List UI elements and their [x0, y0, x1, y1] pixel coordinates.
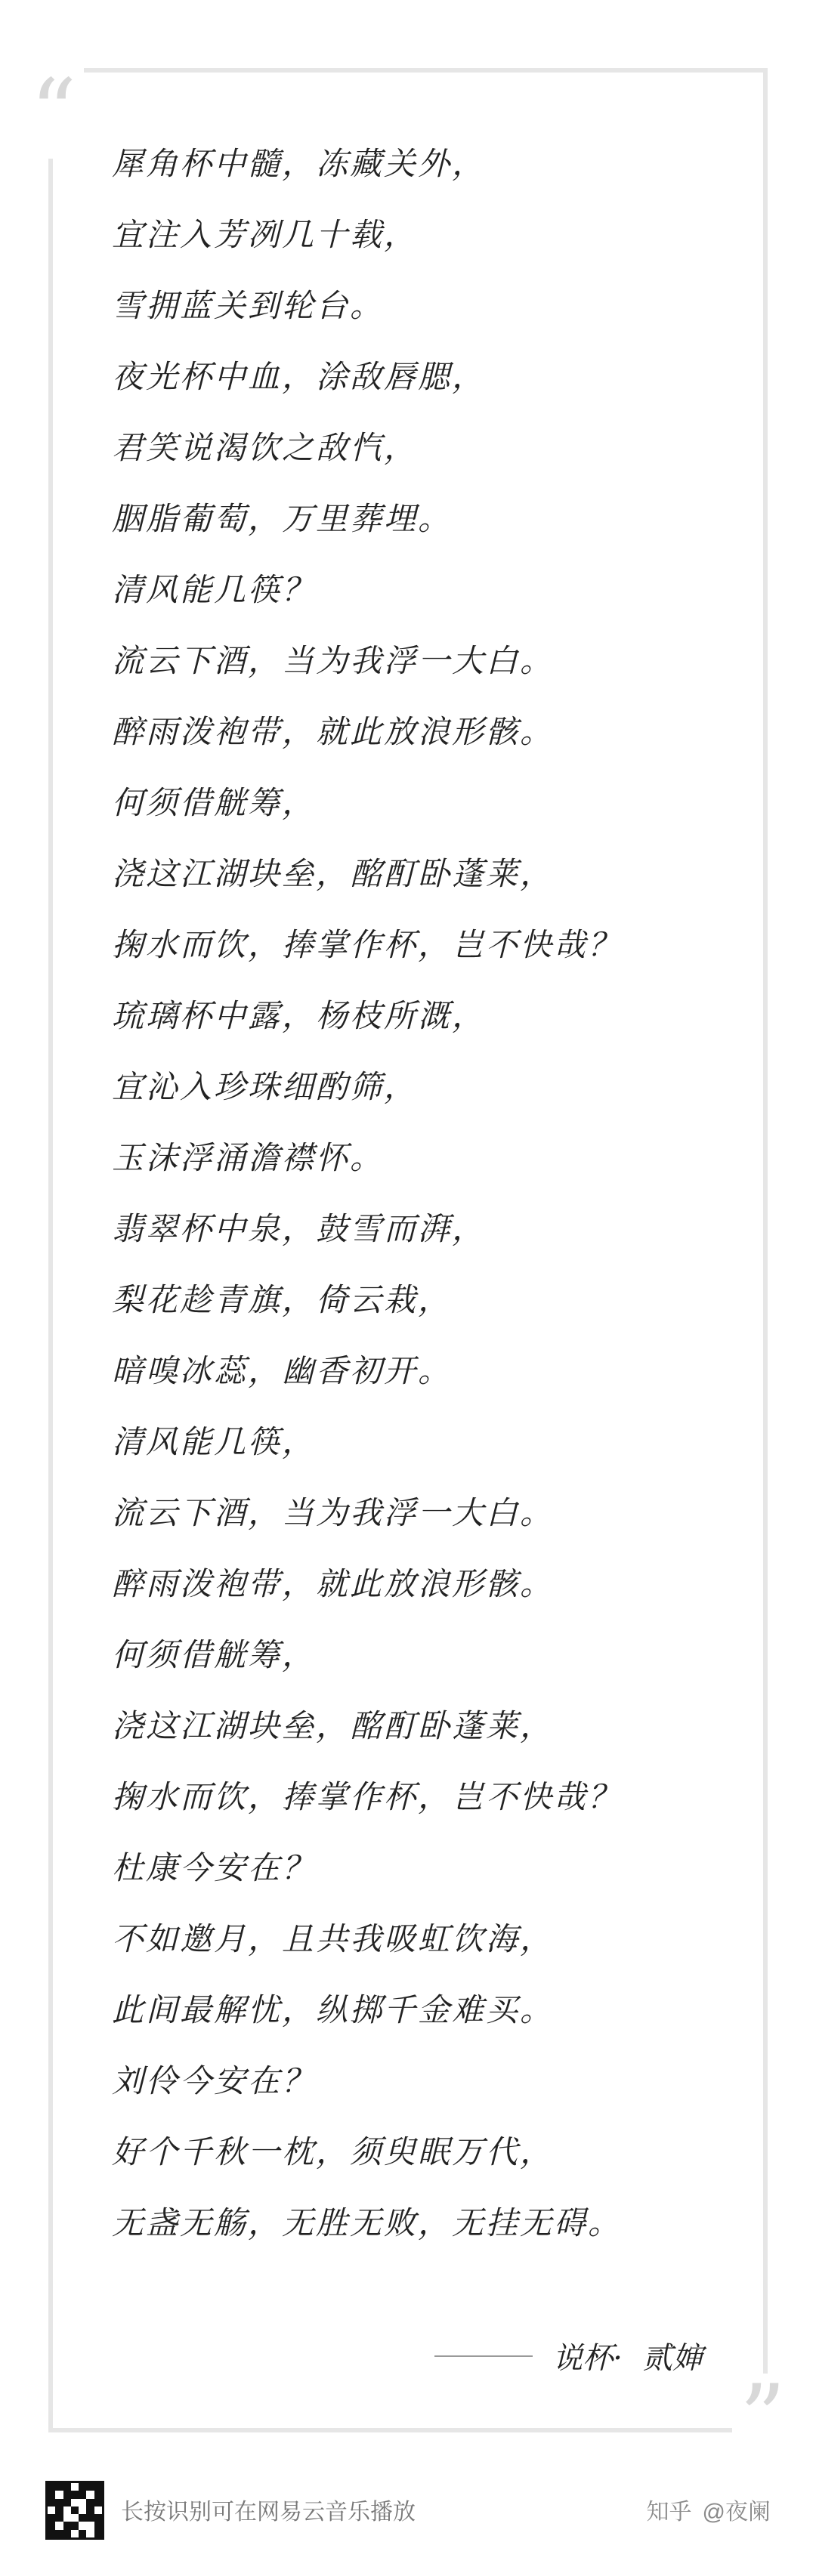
- poem-line: 宜沁入珍珠细酌筛，: [112, 1068, 419, 1105]
- netease-play-hint: 长按识别可在网易云音乐播放: [121, 2500, 416, 2525]
- signature-dash: [434, 2355, 533, 2357]
- poem-line: 琉璃杯中露，杨枝所溉，: [112, 997, 487, 1034]
- poem-line: 流云下酒，当为我浮一大白。: [112, 642, 555, 679]
- poem-line: 清风能几筷？: [112, 571, 317, 608]
- qr-code-icon[interactable]: [45, 2481, 104, 2540]
- poem-line: 雪拥蓝关到轮台。: [112, 287, 385, 324]
- signature-title: 说杯·: [552, 2341, 623, 2376]
- poem-line: 夜光杯中血，涂敌唇腮，: [112, 358, 487, 395]
- poem-line: 翡翠杯中泉，鼓雪而湃，: [112, 1210, 487, 1247]
- poem-line: 刘伶今安在？: [112, 2062, 317, 2099]
- watermark-site: 知乎: [646, 2500, 692, 2525]
- poem-line: 玉沫浮涌澹襟怀。: [112, 1139, 385, 1176]
- poem-line: 何须借觥筹，: [112, 784, 317, 821]
- poem-line: 浇这江湖块垒，酩酊卧蓬莱，: [112, 1707, 555, 1744]
- footer: [0, 2470, 816, 2576]
- poem-line: 醉雨泼袍带，就此放浪形骸。: [112, 1565, 555, 1602]
- poem-line: 君笑说渴饮之敌忾，: [112, 429, 419, 466]
- poem-line: 梨花趁青旗，倚云栽，: [112, 1281, 453, 1318]
- poem-line: 何须借觥筹，: [112, 1636, 317, 1673]
- poem-line: 胭脂葡萄，万里葬埋。: [112, 500, 453, 537]
- poem-line: 不如邀月，且共我吸虹饮海，: [112, 1920, 555, 1957]
- signature-author: 贰婶: [642, 2341, 703, 2376]
- signature: [434, 2334, 703, 2377]
- poem-line: 犀角杯中髓，冻藏关外，: [112, 145, 487, 182]
- poem-line: 掬水而饮，捧掌作杯，岂不快哉？: [112, 926, 623, 963]
- poem-line: 宜注入芳冽几十载，: [112, 216, 419, 253]
- poem-line: 清风能几筷，: [112, 1423, 317, 1460]
- poem-line: 醉雨泼袍带，就此放浪形骸。: [112, 713, 555, 750]
- poem-line: 杜康今安在？: [112, 1849, 317, 1886]
- open-quote-mark: “: [23, 68, 84, 159]
- close-quote-mark: ”: [732, 2374, 793, 2464]
- poem-line: 浇这江湖块垒，酩酊卧蓬莱，: [112, 855, 555, 892]
- poem-line: 此间最解忧，纵掷千金难买。: [112, 1991, 555, 2028]
- poem-lines: [112, 128, 731, 2259]
- poem-line: 无盏无觞，无胜无败，无挂无碍。: [112, 2204, 623, 2241]
- poem-line: 掬水而饮，捧掌作杯，岂不快哉？: [112, 1778, 623, 1815]
- poem-line: 流云下酒，当为我浮一大白。: [112, 1494, 555, 1531]
- zhihu-watermark: [647, 2493, 771, 2526]
- watermark-user: @夜阑: [702, 2500, 771, 2525]
- poem-line: 暗嗅冰蕊，幽香初开。: [112, 1352, 453, 1389]
- poem-line: 好个千秋一枕，须臾眠万代，: [112, 2133, 555, 2170]
